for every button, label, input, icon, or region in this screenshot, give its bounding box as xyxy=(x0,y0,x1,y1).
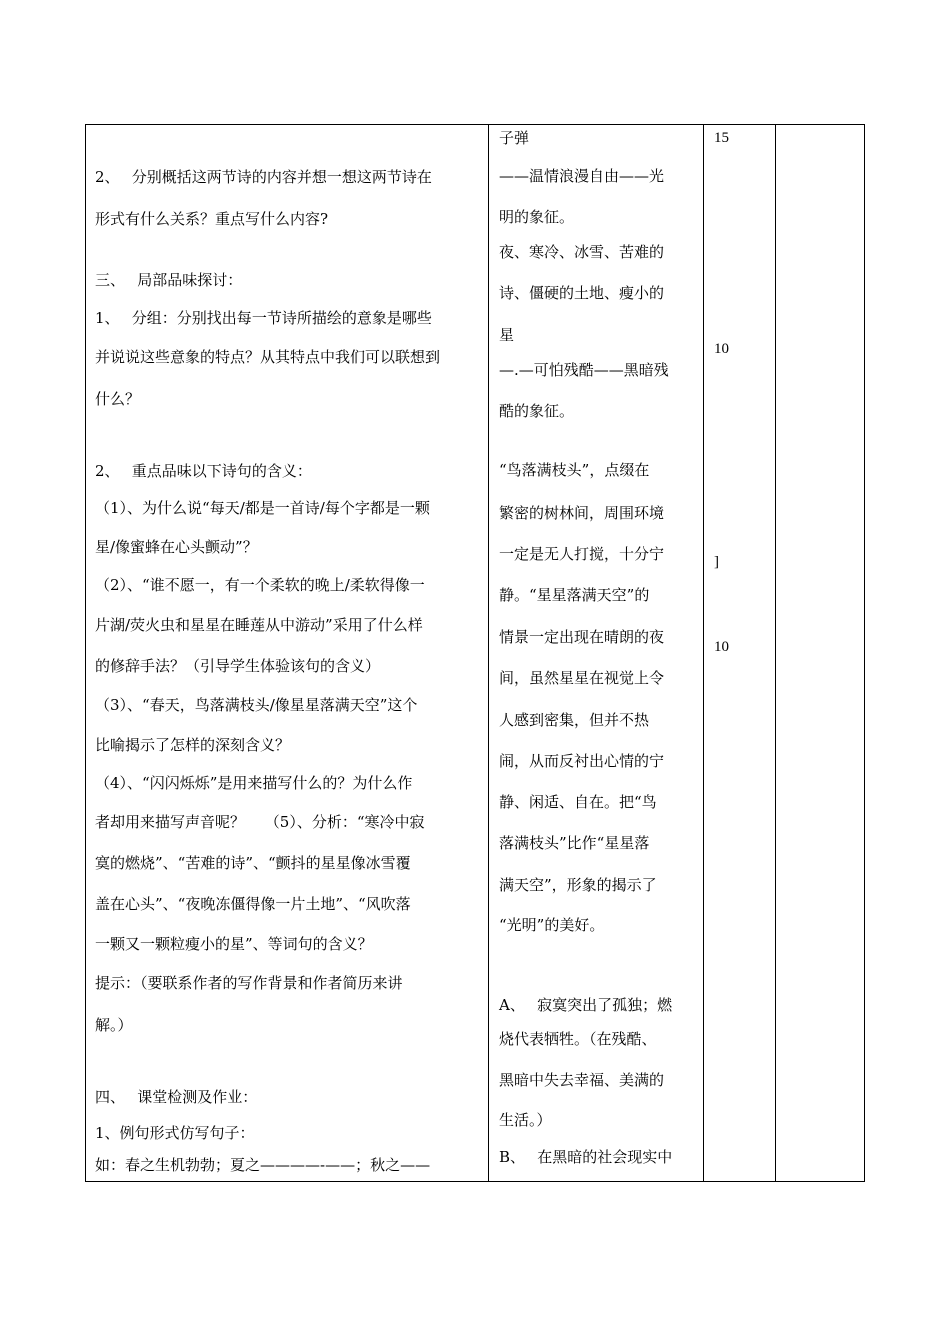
col1-text-line: 形式有什么关系？重点写什么内容? xyxy=(95,210,329,228)
col1-text-line: （2）、“谁不愿一，有一个柔软的晚上/柔软得像一 xyxy=(95,576,425,594)
col1-text-line: 星/像蜜蜂在心头颤动”？ xyxy=(95,538,258,556)
col2-text-line: 酷的象征。 xyxy=(499,402,575,420)
col1-text-line: 的修辞手法？（引导学生体验该句的含义） xyxy=(95,657,381,675)
lesson-plan-table xyxy=(85,124,865,1182)
col2-text-line: 星 xyxy=(499,326,515,344)
col1-text-line: 2、 重点品味以下诗句的含义： xyxy=(95,462,312,480)
col1-text-line: 片湖/荧火虫和星星在睡莲从中游动”采用了什么样 xyxy=(95,616,423,634)
teaching-content-cell xyxy=(86,125,488,1181)
col1-text-line: 什么？ xyxy=(95,390,141,408)
col1-text-line: （3）、“春天，鸟落满枝头/像星星落满天空”这个 xyxy=(95,696,418,714)
col2-text-line: 情景一定出现在晴朗的夜 xyxy=(499,628,665,646)
col3-text-line: ] xyxy=(714,554,719,570)
col2-text-line: 闹，从而反衬出心情的宁 xyxy=(499,752,665,770)
col1-text-line: （4）、“闪闪烁烁”是用来描写什么的？为什么作 xyxy=(95,774,413,792)
col2-text-line: ——温情浪漫自由——光 xyxy=(499,167,665,185)
col1-text-line: 寞的燃烧”、“苦难的诗”、“颤抖的星星像冰雪覆 xyxy=(95,854,411,872)
col2-text-line: 子弹 xyxy=(499,129,530,147)
col2-text-line: —.—可怕残酷——黑暗残 xyxy=(499,361,669,379)
col2-text-line: 间，虽然星星在视觉上令 xyxy=(499,669,665,687)
col2-text-line: 明的象征。 xyxy=(499,208,575,226)
col1-text-line: 解。） xyxy=(95,1016,133,1034)
col1-text-line: 1、例句形式仿写句子： xyxy=(95,1124,255,1142)
col2-text-line: “光明”的美好。 xyxy=(499,916,605,934)
col2-text-line: 落满枝头”比作“星星落 xyxy=(499,834,650,852)
col1-text-line: 三、 局部品味探讨： xyxy=(95,271,243,289)
col1-text-line: 盖在心头”、“夜晚冻僵得像一片土地”、“风吹落 xyxy=(95,895,411,913)
col1-text-line: 提示：（要联系作者的写作背景和作者简历来讲 xyxy=(95,974,403,992)
col2-text-line: 静、闲适、自在。把“鸟 xyxy=(499,793,657,811)
col2-text-line: 生活。） xyxy=(499,1111,552,1129)
col1-text-line: 比喻揭示了怎样的深刻含义？ xyxy=(95,736,291,754)
col1-text-line: 一颗又一颗粒瘦小的星”、等词句的含义？ xyxy=(95,935,373,953)
col2-text-line: 静。“星星落满天空”的 xyxy=(499,586,650,604)
col2-text-line: B、 在黑暗的社会现实中 xyxy=(499,1148,673,1166)
remarks-cell xyxy=(776,125,864,1181)
col2-text-line: 黑暗中失去幸福、美满的 xyxy=(499,1071,665,1089)
col1-text-line: 2、 分别概括这两节诗的内容并想一想这两节诗在 xyxy=(95,168,432,186)
time-minutes-cell xyxy=(704,125,775,1181)
col2-text-line: 烧代表牺牲。（在残酷、 xyxy=(499,1030,657,1048)
col1-text-line: 者却用来描写声音呢？ （5）、分析：“寒冷中寂 xyxy=(95,813,425,831)
col2-text-line: A、 寂寞突出了孤独；燃 xyxy=(499,996,673,1014)
teaching-notes-cell xyxy=(489,125,703,1181)
col1-text-line: （1）、为什么说“每天/都是一首诗/每个字都是一颗 xyxy=(95,499,430,517)
col3-text-line: 15 xyxy=(714,130,729,146)
col2-text-line: 满天空”，形象的揭示了 xyxy=(499,876,657,894)
col1-text-line: 如：春之生机勃勃；夏之————-——；秋之—— xyxy=(95,1156,431,1174)
col2-text-line: 诗、僵硬的土地、瘦小的 xyxy=(499,284,665,302)
col1-text-line: 四、 课堂检测及作业： xyxy=(95,1088,258,1106)
col2-text-line: 人感到密集，但并不热 xyxy=(499,711,650,729)
col2-text-line: 夜、寒冷、冰雪、苦难的 xyxy=(499,243,665,261)
col2-text-line: “鸟落满枝头”，点缀在 xyxy=(499,461,650,479)
col3-text-line: 10 xyxy=(714,341,729,357)
col1-text-line: 1、 分组：分别找出每一节诗所描绘的意象是哪些 xyxy=(95,309,432,327)
col3-text-line: 10 xyxy=(714,639,729,655)
col2-text-line: 繁密的树林间，周围环境 xyxy=(499,504,665,522)
col1-text-line: 并说说这些意象的特点？从其特点中我们可以联想到 xyxy=(95,348,441,366)
col2-text-line: 一定是无人打搅，十分宁 xyxy=(499,545,665,563)
